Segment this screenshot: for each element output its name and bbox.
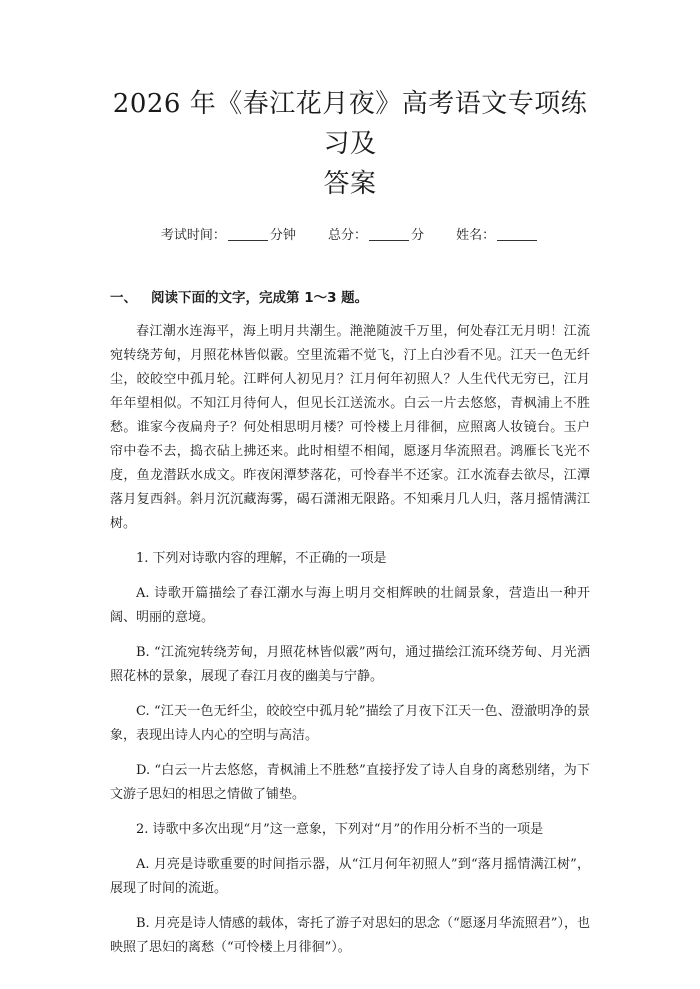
total-score-label: 总分：	[327, 228, 367, 243]
exam-time-blank	[228, 226, 268, 241]
total-score-field	[328, 226, 424, 246]
question-1-option-d: D. “白云一片去悠悠，青枫浦上不胜愁”直接抒发了诗人自身的离愁别绪，为下文游子思妇的相思之情做了铺垫。	[110, 763, 590, 802]
question-1-stem: 1. 下列对诗歌内容的理解，不正确的一项是	[136, 551, 387, 566]
section-heading	[110, 288, 590, 308]
question-1-option-b: B. “江流宛转绕芳甸，月照花林皆似霰”两句，通过描绘江流环绕芳甸、月光洒照花林的景象，展现了春江月夜的幽美与宁静。	[110, 645, 590, 684]
question-2-option-a: A. 月亮是诗歌重要的时间指示器，从“江月何年初照人”到“落月摇情满江树”，展现了时间的流逝。	[110, 857, 590, 896]
exam-time-label: 考试时间：	[160, 228, 226, 243]
student-name-label: 姓名：	[456, 228, 496, 243]
title-line-1: 2026 年《春江花月夜》高考语文专项练习及	[112, 89, 588, 159]
document-page	[0, 84, 700, 989]
exam-time-field	[161, 226, 296, 246]
question-2-stem: 2. 诗歌中多次出现“月”这一意象，下列对“月”的作用分析不当的一项是	[136, 822, 544, 837]
student-name-field	[456, 226, 539, 246]
student-name-blank	[497, 226, 537, 241]
total-score-unit: 分	[411, 228, 425, 243]
question-1-option-c: C. “江天一色无纤尘，皎皎空中孤月轮”描绘了月夜下江天一色、澄澈明净的景象，表现出诗人内心的空明与高洁。	[110, 704, 590, 743]
section-number: 一、	[110, 290, 137, 306]
total-score-blank	[369, 226, 409, 241]
poem-text: 春江潮水连海平，海上明月共潮生。滟滟随波千万里，何处春江无月明！江流宛转绕芳甸，月照花林皆似霰。空里流霜不觉飞，汀上白沙看不见。江天一色无纤尘，皎皎空中孤月轮。江畔何人初见月？江月何年初照人？人生代代无穷已，江月年年望相似。不知江月待何人，但见长江送流水。白云一片去悠悠，青枫浦上不胜愁。谁家今夜扁舟子？何处相思明月楼？可怜楼上月徘徊，应照离人妆镜台。玉户帘中卷不去，捣衣砧上拂还来。此时相望不相闻，愿逐月华流照君。鸿雁长飞光不度，鱼龙潜跃水成文。昨夜闲潭梦落花，可怜春半不还家。江水流春去欲尽，江潭落月复西斜。斜月沉沉藏海雾，碣石潇湘无限路。不知乘月几人归，落月摇情满江树。	[110, 324, 590, 531]
question-2-option-b: B. 月亮是诗人情感的载体，寄托了游子对思妇的思念（“愿逐月华流照君”），也映照了思妇的离愁（“可怜楼上月徘徊”）。	[110, 916, 590, 955]
document-title	[110, 84, 590, 204]
exam-info	[110, 226, 590, 246]
question-1-option-a: A. 诗歌开篇描绘了春江潮水与海上明月交相辉映的壮阔景象，营造出一种开阔、明丽的意境。	[110, 586, 590, 625]
section-instruction: 阅读下面的文字，完成第 1～3 题。	[151, 290, 369, 306]
title-line-2: 答案	[323, 169, 377, 199]
exam-time-unit: 分钟	[269, 228, 296, 243]
